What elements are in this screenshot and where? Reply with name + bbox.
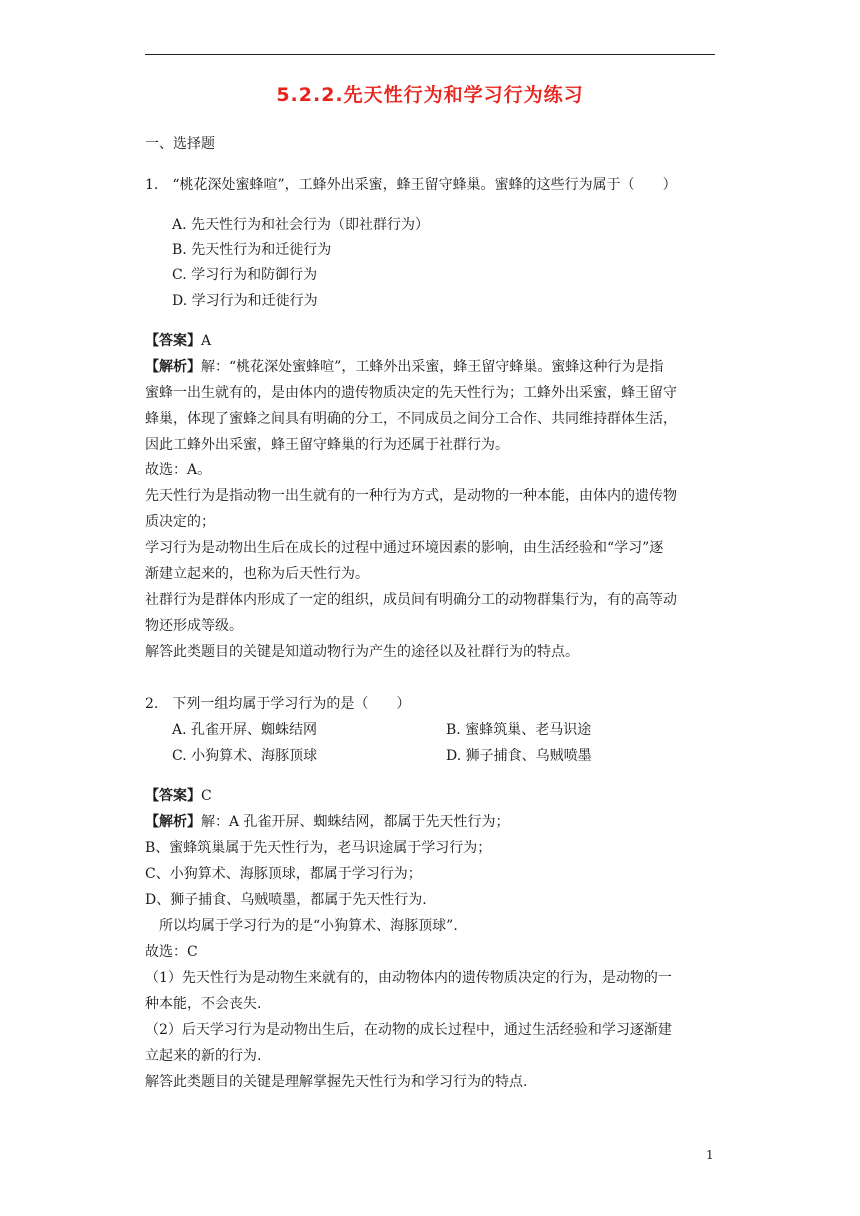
q1-option-a: A. 先天性行为和社会行为（即社群行为） (172, 217, 430, 233)
question-2-stem: 2. 下列一组均属于学习行为的是（ ） (145, 696, 411, 712)
analysis-text: 解：“桃花深处蜜蜂喧”，工蜂外出采蜜，蜂王留守蜂巢。蜜蜂这种行为是指 (201, 359, 664, 375)
q2-analysis-line: 立起来的新的行为. (145, 1048, 262, 1064)
q1-analysis-line: 质决定的； (145, 514, 215, 530)
q1-analysis-line: 先天性行为是指动物一出生就有的一种行为方式，是动物的一种本能，由体内的遗传物 (145, 488, 677, 504)
answer-label: 【答案】 (145, 788, 201, 804)
q1-analysis-line: 因此工蜂外出采蜜，蜂王留守蜂巢的行为还属于社群行为。 (145, 437, 509, 453)
q2-analysis-line: C、小狗算术、海豚顶球，都属于学习行为； (145, 866, 422, 882)
q1-option-d: D. 学习行为和迁徙行为 (172, 293, 318, 309)
q2-analysis-line: 解答此类题目的关键是理解掌握先天性行为和学习行为的特点. (145, 1074, 528, 1090)
answer-value: C (201, 788, 212, 804)
answer-value: A (201, 333, 212, 349)
section-heading: 一、选择题 (145, 136, 215, 152)
analysis-text: 解：A 孔雀开屏、蜘蛛结网，都属于先天性行为； (201, 814, 510, 830)
header-rule (145, 54, 715, 55)
q2-option-a: A. 孔雀开屏、蜘蛛结网 (172, 722, 318, 738)
q2-answer (145, 786, 212, 806)
q2-analysis-line: D、狮子捕食、乌贼喷墨，都属于先天性行为. (145, 892, 427, 908)
q2-analysis-line: 故选：C (145, 944, 198, 960)
q1-analysis-line: 学习行为是动物出生后在成长的过程中通过环境因素的影响，由生活经验和“学习”逐 (145, 540, 664, 556)
q2-analysis-line: （2）后天学习行为是动物出生后，在动物的成长过程中，通过生活经验和学习逐渐建 (145, 1022, 672, 1038)
analysis-label: 【解析】 (145, 359, 201, 375)
q2-analysis-line (145, 812, 510, 832)
answer-label: 【答案】 (145, 333, 201, 349)
q2-analysis-line: 所以均属于学习行为的是“小狗算术、海豚顶球”. (145, 918, 458, 934)
page-number: 1 (706, 1148, 714, 1162)
q1-analysis-line: 蜜蜂一出生就有的，是由体内的遗传物质决定的先天性行为；工蜂外出采蜜，蜂王留守 (145, 385, 677, 401)
q1-analysis-line: 解答此类题目的关键是知道动物行为产生的途径以及社群行为的特点。 (145, 644, 579, 660)
q1-analysis-line: 渐建立起来的，也称为后天性行为。 (145, 566, 369, 582)
q1-analysis-line (145, 357, 663, 377)
page-title: 5.2.2.先天性行为和学习行为练习 (276, 84, 584, 106)
question-1-stem: 1. “桃花深处蜜蜂喧”，工蜂外出采蜜，蜂王留守蜂巢。蜜蜂的这些行为属于（ ） (145, 177, 677, 193)
q2-option-c: C. 小狗算术、海豚顶球 (172, 748, 318, 764)
q1-analysis-line: 物还形成等级。 (145, 618, 243, 634)
q1-option-c: C. 学习行为和防御行为 (172, 267, 318, 283)
analysis-label: 【解析】 (145, 814, 201, 830)
q1-option-b: B. 先天性行为和迁徙行为 (172, 242, 332, 258)
q1-answer (145, 331, 211, 351)
q2-analysis-line: 种本能，不会丧失. (145, 996, 262, 1012)
q2-option-d: D. 狮子捕食、乌贼喷墨 (446, 748, 592, 764)
q2-option-b: B. 蜜蜂筑巢、老马识途 (446, 722, 592, 738)
q1-analysis-line: 故选：A。 (145, 462, 212, 478)
q1-analysis-line: 社群行为是群体内形成了一定的组织，成员间有明确分工的动物群集行为，有的高等动 (145, 592, 677, 608)
q1-analysis-line: 蜂巢，体现了蜜蜂之间具有明确的分工，不同成员之间分工合作、共同维持群体生活， (145, 411, 677, 427)
q2-analysis-line: （1）先天性行为是动物生来就有的，由动物体内的遗传物质决定的行为，是动物的一 (145, 970, 672, 986)
q2-analysis-line: B、蜜蜂筑巢属于先天性行为，老马识途属于学习行为； (145, 840, 492, 856)
